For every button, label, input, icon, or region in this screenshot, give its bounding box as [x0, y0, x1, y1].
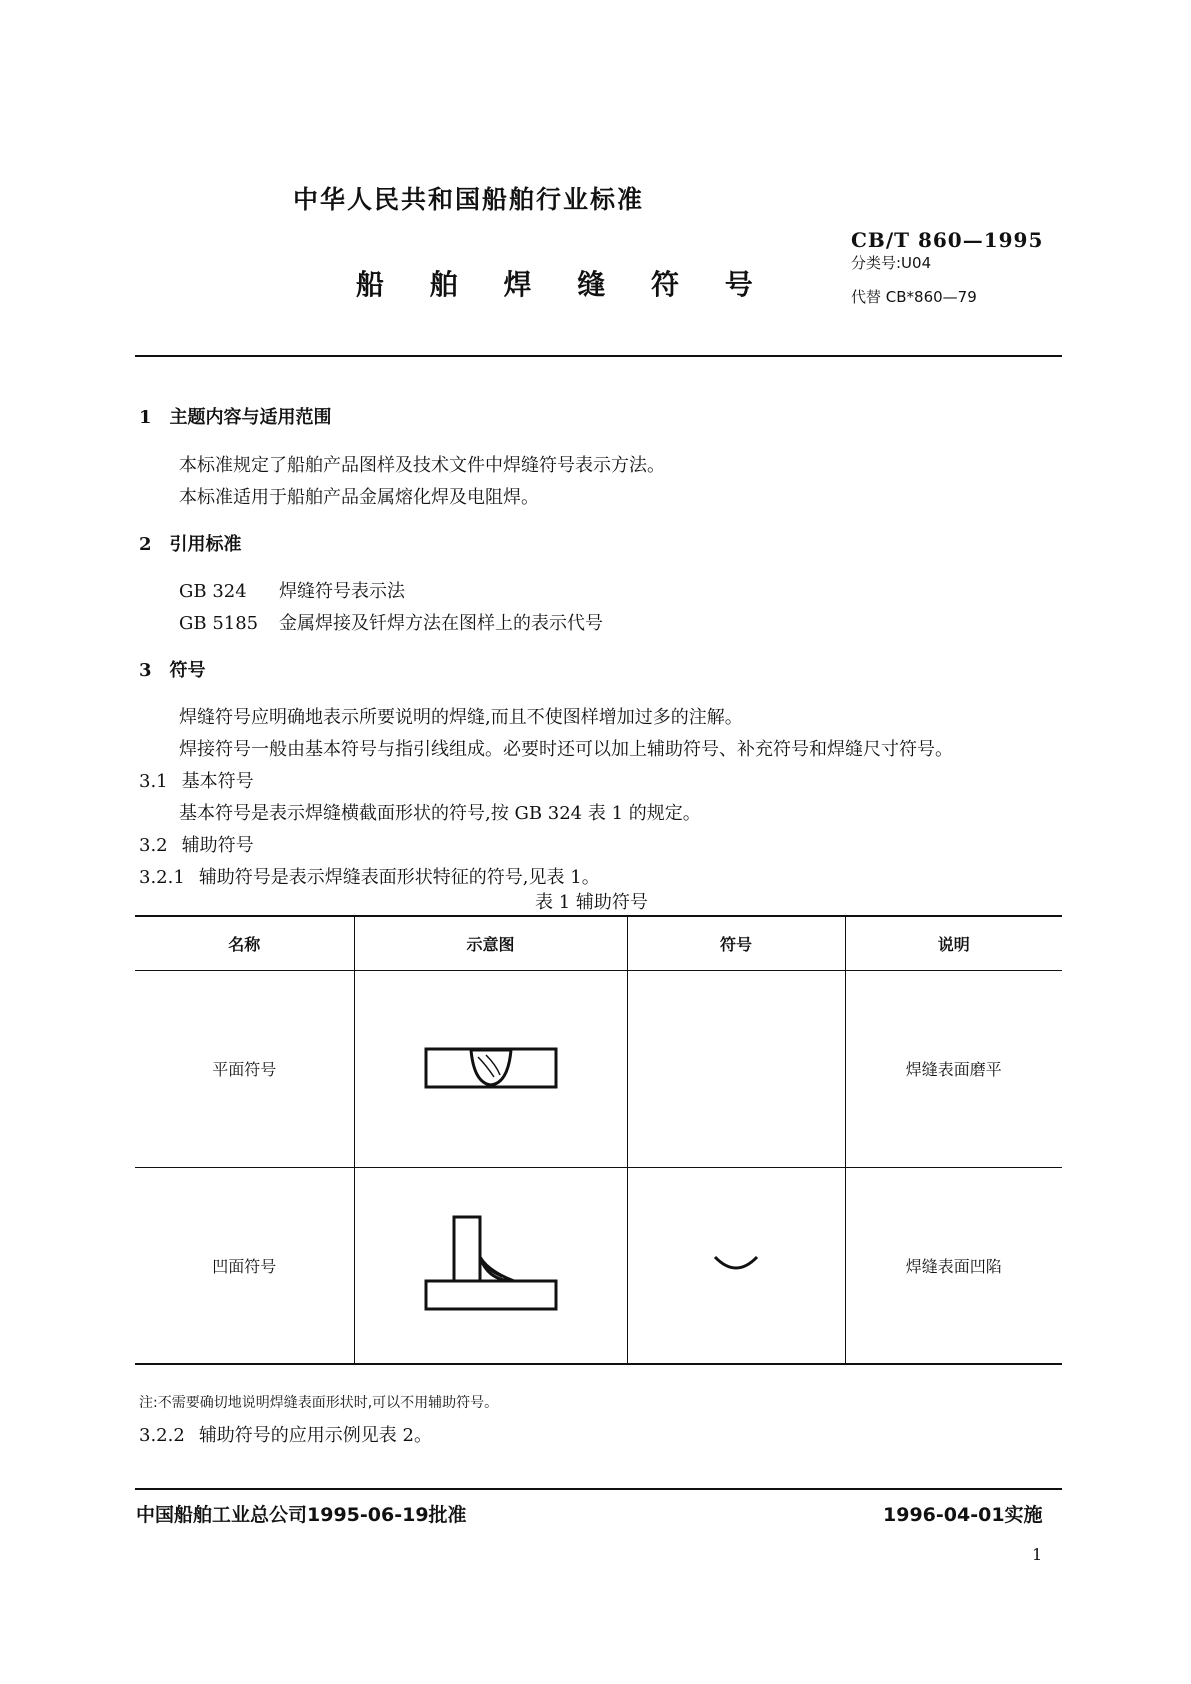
table-note: 注:不需要确切地说明焊缝表面形状时,可以不用辅助符号。: [139, 1395, 499, 1411]
symbol-cell: [627, 970, 845, 1167]
replaces-standard: 代替 CB*860—79: [851, 288, 977, 306]
section-number: 2: [139, 534, 152, 555]
reference-code: GB 324: [179, 581, 247, 602]
section-title: 引用标准: [169, 534, 242, 555]
reference-name: 焊缝符号表示法: [279, 581, 405, 602]
table-row: [135, 970, 1062, 1167]
standard-code: CB/T 860—1995: [851, 228, 1044, 252]
header-name: 名称: [228, 934, 261, 954]
concave-weld-diagram-icon: [416, 1213, 566, 1313]
section-number: 1: [139, 407, 152, 428]
subsection-3-2-heading: [139, 831, 254, 857]
table-header-row: [135, 916, 1062, 970]
table-row: [135, 1167, 1062, 1364]
document-title: 船 舶 焊 缝 符 号: [356, 268, 771, 301]
approval-info: 中国船舶工业总公司1995-06-19批准: [136, 1504, 467, 1526]
section-title: 符号: [169, 660, 206, 681]
subsection-title: 辅助符号: [181, 835, 254, 856]
header-symbol: 符号: [627, 916, 845, 970]
section-2-heading: [139, 530, 242, 556]
section-1-heading: [139, 403, 332, 429]
symbol-description: 焊缝表面凹陷: [845, 1167, 1062, 1364]
paragraph: 基本符号是表示焊缝横截面形状的符号,按 GB 324 表 1 的规定。: [179, 803, 701, 824]
footer-divider: [135, 1488, 1062, 1490]
reference-name: 金属焊接及钎焊方法在图样上的表示代号: [279, 613, 603, 634]
subsection-3-2-2: [139, 1421, 432, 1447]
subsection-3-1-heading: [139, 767, 254, 793]
symbol-description: 焊缝表面磨平: [845, 970, 1062, 1167]
subsection-number: 3.2.2: [139, 1425, 185, 1446]
section-3-heading: [139, 656, 206, 682]
auxiliary-symbols-table: [135, 915, 1062, 1365]
reference-code: GB 5185: [179, 613, 259, 634]
concave-symbol-icon: [711, 1253, 761, 1273]
flat-weld-diagram-icon: [416, 1035, 566, 1099]
symbol-cell: [627, 1167, 845, 1364]
paragraph: 本标准规定了船舶产品图样及技术文件中焊缝符号表示方法。: [179, 455, 665, 476]
header-description: 说明: [845, 916, 1062, 970]
section-title: 主题内容与适用范围: [169, 407, 332, 428]
symbol-name: 凹面符号: [212, 1256, 277, 1276]
subsection-number: 3.1: [139, 771, 168, 792]
table-caption: 表 1 辅助符号: [535, 892, 648, 913]
diagram-cell: [354, 970, 627, 1167]
subsection-3-2-1: [139, 863, 600, 889]
effective-date: 1996-04-01实施: [883, 1504, 1043, 1526]
reference-item: [179, 577, 405, 603]
reference-item: [179, 609, 603, 635]
subsection-number: 3.2: [139, 835, 168, 856]
subsection-text: 辅助符号的应用示例见表 2。: [198, 1425, 432, 1446]
header-diagram: 示意图: [354, 916, 627, 970]
diagram-cell: [354, 1167, 627, 1364]
page-number: 1: [1032, 1545, 1043, 1564]
subsection-number: 3.2.1: [139, 867, 185, 888]
symbol-name: 平面符号: [212, 1060, 277, 1079]
subsection-title: 基本符号: [181, 771, 254, 792]
subsection-text: 辅助符号是表示焊缝表面形状特征的符号,见表 1。: [198, 867, 600, 888]
section-number: 3: [139, 660, 152, 681]
paragraph: 焊接符号一般由基本符号与指引线组成。必要时还可以加上辅助符号、补充符号和焊缝尺寸符号。: [179, 739, 953, 760]
paragraph: 本标准适用于船舶产品金属熔化焊及电阻焊。: [179, 487, 539, 508]
classification-number: 分类号:U04: [851, 254, 932, 272]
paragraph: 焊缝符号应明确地表示所要说明的焊缝,而且不使图样增加过多的注解。: [179, 707, 743, 728]
header-divider: [135, 355, 1062, 357]
standard-org: 中华人民共和国船舶行业标准: [293, 185, 645, 214]
